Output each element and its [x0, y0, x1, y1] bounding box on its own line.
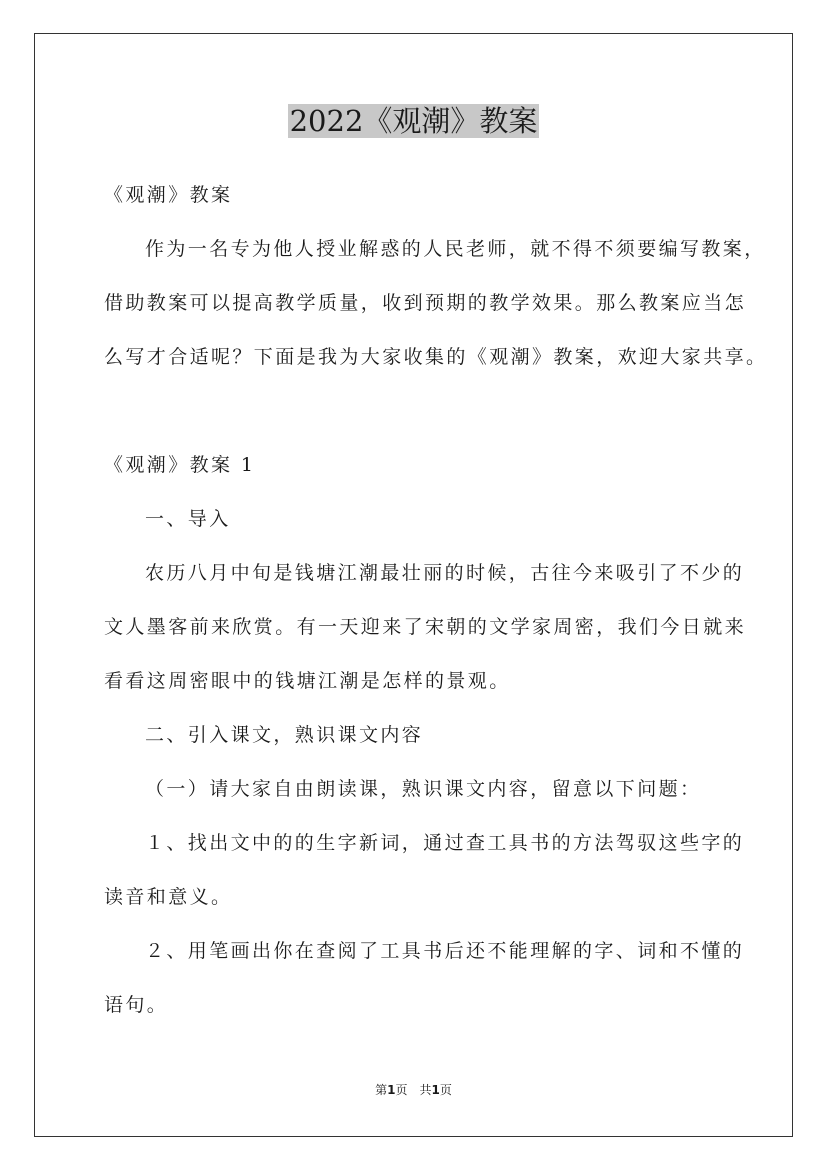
- document-title: 2022《观潮》教案: [289, 104, 538, 138]
- document-subtitle: 《观潮》教案: [104, 184, 233, 206]
- footer-page-prefix: 第: [375, 1083, 388, 1097]
- page-footer: [0, 1082, 827, 1098]
- intro-line-2: 借助教案可以提高教学质量，收到预期的教学效果。那么教案应当怎: [104, 292, 747, 314]
- part2-subheading: （一）请大家自由朗读课，熟识课文内容，留意以下问题：: [145, 778, 702, 800]
- part1-line-3: 看看这周密眼中的钱塘江潮是怎样的景观。: [104, 670, 511, 692]
- item2-line-1: ２、用笔画出你在查阅了工具书后还不能理解的字、词和不懂的: [145, 940, 745, 962]
- part1-line-1: 农历八月中旬是钱塘江潮最壮丽的时候，古往今来吸引了不少的: [145, 562, 745, 584]
- part1-heading: 一、导入: [145, 508, 231, 530]
- intro-line-3: 么写才合适呢？下面是我为大家收集的《观潮》教案，欢迎大家共享。: [104, 346, 768, 368]
- item1-line-1: １、找出文中的的生字新词，通过查工具书的方法驾驭这些字的: [145, 832, 745, 854]
- item2-line-2: 语句。: [104, 994, 169, 1016]
- item1-line-2: 读音和意义。: [104, 886, 233, 908]
- part2-heading: 二、引入课文，熟识课文内容: [145, 724, 424, 746]
- footer-page-total: 1: [431, 1083, 440, 1097]
- part1-line-2: 文人墨客前来欣赏。有一天迎来了宋朝的文学家周密，我们今日就来: [104, 616, 747, 638]
- footer-page-suffix: 页: [439, 1083, 452, 1097]
- footer-page-mid: 页 共: [395, 1083, 432, 1097]
- section-heading: 《观潮》教案 1: [104, 454, 256, 476]
- intro-line-1: 作为一名专为他人授业解惑的人民老师，就不得不须要编写教案，: [145, 238, 766, 260]
- document-title-wrap: [0, 101, 827, 141]
- footer-page-current: 1: [387, 1083, 396, 1097]
